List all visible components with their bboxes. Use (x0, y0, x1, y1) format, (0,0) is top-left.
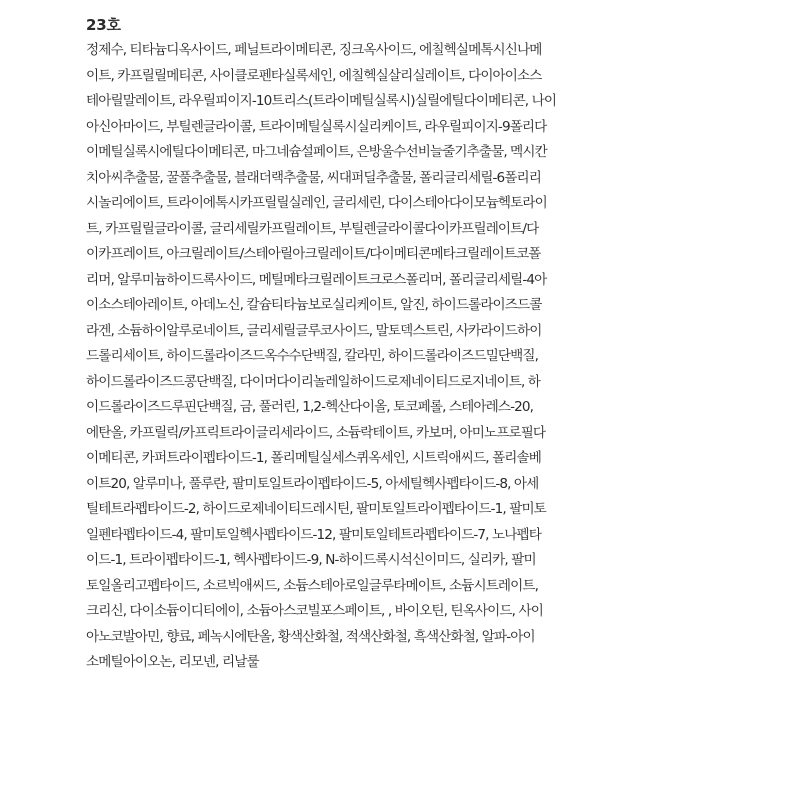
shade-heading: 23호 (86, 16, 121, 34)
ingredient-line: 틸테트라펩타이드-2, 하이드로제네이티드레시틴, 팔미토일트라이펩타이드-1, 팔미토 (86, 501, 546, 517)
ingredient-line: 라겐, 소듐하이알루로네이트, 글리세릴글루코사이드, 말토덱스트린, 사카라이드하이 (86, 322, 542, 339)
ingredient-line: 아노코발아민, 향료, 페녹시에탄올, 황색산화철, 적색산화철, 흑색산화철, 알파-아이 (86, 628, 535, 645)
ingredient-line: 이소스테아레이트, 아데노신, 칼슘티타늄보로실리케이트, 알진, 하이드롤라이즈드콜 (86, 297, 542, 313)
ingredient-line: 시놀리에이트, 트라이에톡시카프릴릴실레인, 글리세린, 다이스테아다이모늄헥토라이 (86, 195, 547, 211)
ingredient-line: 이드-1, 트라이펩타이드-1, 헥사펩타이드-9, N-하이드록시석신이미드, 실리카, 팔미 (86, 552, 536, 568)
ingredient-line: 소메틸아이오논, 리모넨, 리날룰 (86, 654, 259, 670)
ingredient-line: 이카프레이트, 아크릴레이트/스테아릴아크릴레이트/다이메티콘메타크릴레이트코폴 (86, 246, 541, 262)
ingredient-line: 이트, 카프릴릴메티콘, 사이클로펜타실록세인, 에칠헥실살리실레이트, 다이아이소스 (86, 67, 542, 84)
ingredient-list (86, 38, 740, 676)
ingredient-line: 치아씨추출물, 꿀풀추출물, 블래더랙추출물, 씨대퍼딜추출물, 폴리글리세릴-6폴리리 (86, 169, 541, 186)
ingredient-line: 드롤리세이트, 하이드롤라이즈드옥수수단백질, 칼라민, 하이드롤라이즈드밀단백질, (86, 348, 539, 364)
ingredient-line: 테아릴말레이트, 라우릴피이지-10트리스(트라이메틸실록시)실릴에틸다이메티콘, 나이 (86, 93, 557, 109)
ingredient-line: 하이드롤라이즈드콩단백질, 다이머다이리놀레일하이드로제네이티드로지네이트, 하 (86, 373, 541, 390)
ingredient-line: 리머, 알루미늄하이드록사이드, 메틸메타크릴레이트크로스폴리머, 폴리글리세릴-4아 (86, 271, 547, 288)
ingredient-line: 이드롤라이즈드루핀단백질, 금, 풀러린, 1,2-헥산다이올, 토코페롤, 스테아레스-20, (86, 399, 534, 415)
ingredient-line: 아신아마이드, 부틸렌글라이콜, 트라이메틸실록시실리케이트, 라우릴피이지-9폴리다 (86, 118, 547, 135)
ingredient-line: 이트20, 알루미나, 풀루란, 팔미토일트라이펩타이드-5, 아세틸헥사펩타이드-8, 아세 (86, 475, 539, 492)
ingredient-line: 에탄올, 카프릴릭/카프릭트라이글리세라이드, 소듐락테이트, 카보머, 아미노프로필다 (86, 424, 546, 441)
ingredient-line: 크리신, 다이소듐이디티에이, 소듐아스코빌포스페이트, , 바이오틴, 틴옥사이드, 사이 (86, 603, 543, 619)
ingredient-line: 트, 카프릴릴글라이콜, 글리세릴카프릴레이트, 부틸렌글라이콜다이카프릴레이트/다 (86, 220, 539, 237)
ingredient-line: 이메틸실록시에틸다이메티콘, 마그네슘설페이트, 은방울수선비늘줄기추출물, 멕시칸 (86, 144, 547, 160)
ingredient-line: 정제수, 티타늄디옥사이드, 페닐트라이메티콘, 징크옥사이드, 에칠헥실메톡시신나메 (86, 42, 542, 58)
ingredient-line: 토일올리고펩타이드, 소르빅애씨드, 소듐스테아로일글루타메이트, 소듐시트레이트, (86, 577, 539, 594)
ingredient-line: 이메티콘, 카퍼트라이펩타이드-1, 폴리메틸실세스퀴옥세인, 시트릭애씨드, 폴리솔베 (86, 450, 541, 466)
ingredient-line: 일펜타펩타이드-4, 팔미토일헥사펩타이드-12, 팔미토일테트라펩타이드-7, 노나펩타 (86, 526, 541, 543)
